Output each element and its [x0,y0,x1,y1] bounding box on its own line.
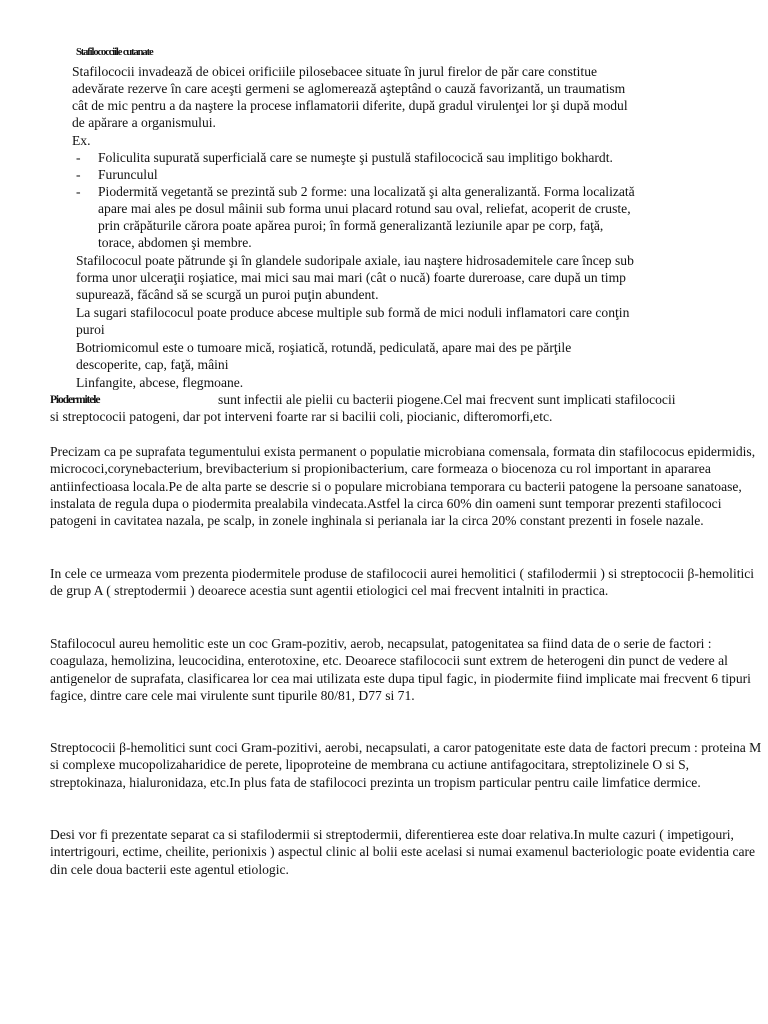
bullet-item-piodermita-line-2: apare mai ales pe dosul mâinii sub forma unui placard rotund sau oval, reliefat, acoperit de cruste, [98,201,631,216]
bullet-item-furunculul: Furunculul [98,167,158,182]
sugari-line-1: La sugari stafilococul poate produce abcese multiple sub formă de mici noduli inflamatori care conţin [76,305,630,320]
section-heading-piodermitele: Piodermitele [50,394,100,406]
paragraph-prezentare: In cele ce urmeaza vom prezenta piodermitele produse de stafilococii aurei hemolitici ( stafilodermii ) si streptococii β-hemolitici de grup A ( streptodermii ) deoarece acestia sunt agentii etiologici cel mai frecvent intalniti in practica. [50,566,755,599]
piodermitele-first-line: sunt infectii ale pielii cu bacterii piogene.Cel mai frecvent sunt implicati stafilococii [218,392,676,407]
section-heading-stafilococii: Stafilococciile cutanate [76,47,153,58]
paragraph-streptococi: Streptococii β-hemolitici sunt coci Gram-pozitivi, aerobi, necapsulati, a caror patogenitate este data de factori precum : proteina M si complexe mucopolizaharidice de perete, lipoproteine de membrana cu actiune antifagocitara, streptolizinele O si S, streptokinaza, hialuronidaza, etc.In plus fata de stafilococi prezinta un tropism particular pentru caile limfatice dermice. [50,740,762,790]
hidro-line-2: forma unor ulceraţii roşiatice, mai mici sau mai mari (cât o nucă) foarte dureroase, care după un timp [76,270,626,285]
ex-label: Ex. [72,133,91,148]
intro-line-1: Stafilococii invadează de obicei orificiile pilosebacee situate în jurul firelor de păr care constitue [72,64,598,79]
bullet-item-piodermita-line-3: prin crăpăturile cărora poate apărea puroi; în formă generalizantă leziunile apar pe corp, faţă, [98,218,604,233]
intro-line-4: de apărare a organismului. [72,115,216,130]
bullet-marker-1: - [76,150,81,165]
bullet-marker-3: - [76,184,81,199]
linfangite-line: Linfangite, abcese, flegmoane. [76,375,244,390]
bullet-marker-2: - [76,167,81,182]
intro-line-2: adevărate rezerve în care aceşti germeni se aglomerează aşteptând o cauză favorizantă, un traumatism [72,81,626,96]
hidro-line-3: supurează, făcând să se scurgă un puroi puţin abundent. [76,287,379,302]
bullet-item-foliculita: Foliculita supurată superficială care se numeşte şi pustulă stafilococică sau implitigo bokhardt. [98,150,613,165]
bullet-item-piodermita-line-4: torace, abdomen şi membre. [98,235,252,250]
botrio-line-1: Botriomicomul este o tumoare mică, roşiatică, rotundă, pediculată, apare mai des pe părţile [76,340,572,355]
intro-line-3: cât de mic pentru a da naştere la procese inflamatorii diferite, după gradul virulenţei lor şi după modul [72,98,628,113]
bullet-item-piodermita-line-1: Piodermită vegetantă se prezintă sub 2 forme: una localizată şi alta generalizantă. Forma localizată [98,184,635,199]
botrio-line-2: descoperite, cap, faţă, mâini [76,357,229,372]
piodermitele-second-line: si streptococii patogeni, dar pot interveni foarte rar si bacilii coli, piocianic, difteromorfi,etc. [50,409,553,424]
paragraph-diferentiere: Desi vor fi prezentate separat ca si stafilodermii si streptodermii, diferentierea este doar relativa.In multe cazuri ( impetigouri, intertrigouri, ectime, cheilite, perionixis ) aspectul clinic al bolii este acelasi si numai examenul bacteriologic poate evidentia care din cele doua bacterii este agentul etiologic. [50,827,756,877]
sugari-line-2: puroi [76,322,105,337]
paragraph-stafilococ-aureu: Stafilococul aureu hemolitic este un coc Gram-pozitiv, aerob, necapsulat, patogenitatea sa fiind data de o serie de factori : coagulaza, hemolizina, leucocidina, enterotoxine, etc. Deoarece stafilococii sunt extrem de heterogeni din punct de vedere al antigenelor de suprafata, clasificarea lor cea mai utilizata este dupa tipul fagic, in piodermite fiind implicate mai frecvent 6 tipuri fagice, dintre care cele mai virulente sunt tipurile 80/81, D77 si 71. [50,636,751,703]
paragraph-microbiana: Precizam ca pe suprafata tegumentului exista permanent o populatie microbiana comensala, formata din stafilococus epidermidis, micrococi,corynebacterium, brevibacterium si propionibacterium, care formeaza o biocenoza cu rol important in apararea antiinfectioasa locala.Pe de alta parte se descrie si o populare microbiana temporara cu bacterii patogene la persoane sanatoase, instalata de regula dupa o piodermita prealabila vindecata.Astfel la circa 60% din oameni sunt temporar prezenti stafilococi patogeni in cavitatea nazala, pe scalp, in zonele inghinala si perianala iar la circa 20% constant prezenti in fosele nazale. [50,444,756,529]
hidro-line-1: Stafilococul poate pătrunde şi în glandele sudoripale axiale, iau naştere hidrosademitele care încep sub [76,253,634,268]
